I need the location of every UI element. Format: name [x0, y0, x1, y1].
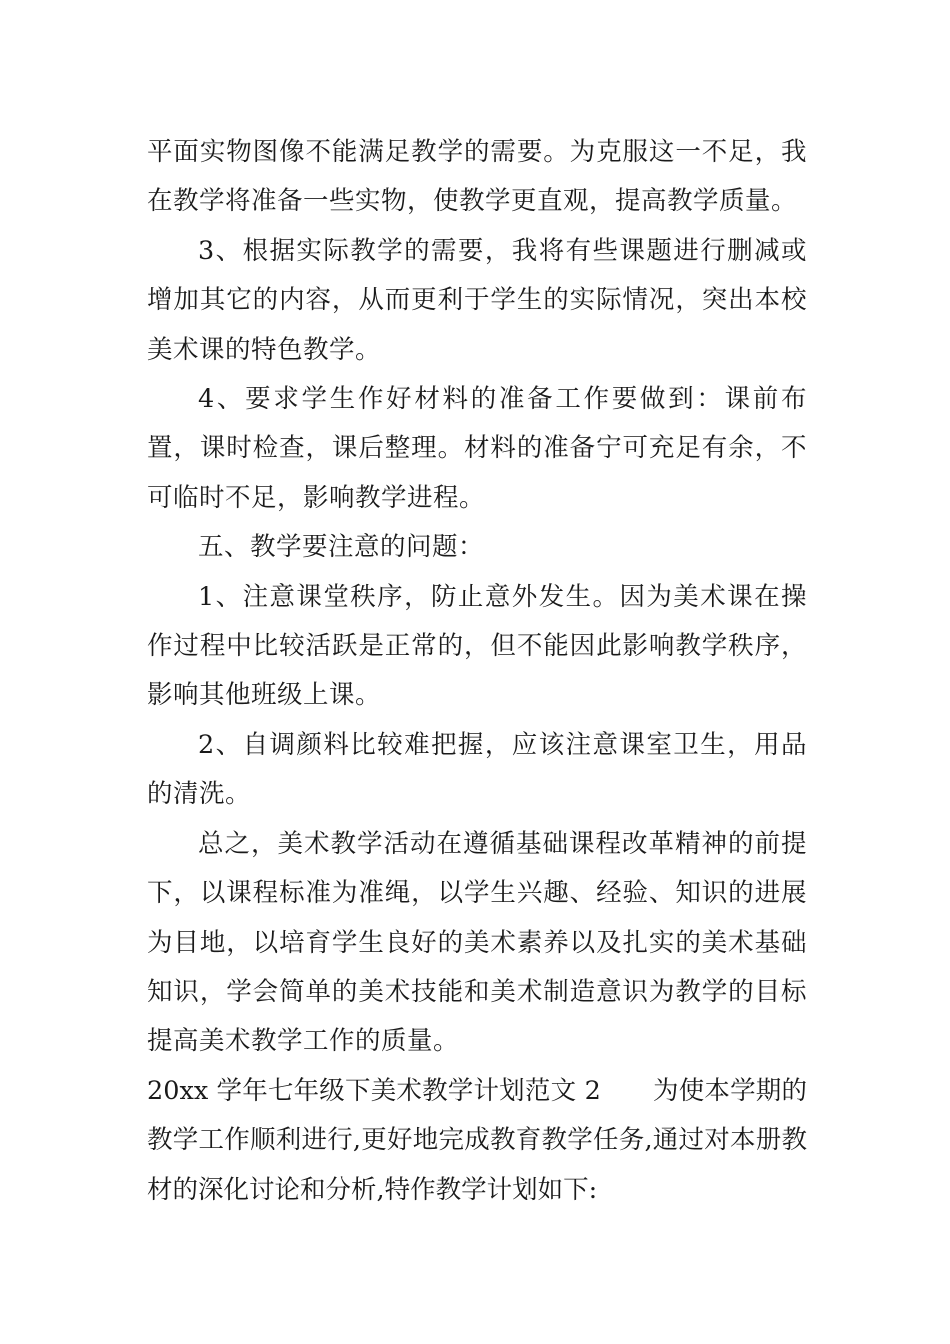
section-heading: 五、教学要注意的问题：	[198, 532, 485, 563]
paragraph: 4、要求学生作好材料的准备工作要做到：课前布置，课时检查，课后整理。材料的准备宁可充足有余，不可临时不足，影响教学进程。	[147, 384, 807, 513]
paragraph: 2、自调颜料比较难把握，应该注意课室卫生，用品的清洗。	[147, 729, 807, 810]
section-body: 为使本学期的教学工作顺利进行,更好地完成教育教学任务,通过对本册教材的深化讨论和分析,特作教学计划如下:	[147, 1075, 807, 1205]
paragraph: 3、根据实际教学的需要，我将有些课题进行删减或增加其它的内容，从而更利于学生的实际情况，突出本校美术课的特色教学。	[147, 235, 807, 365]
section-paragraph	[147, 1067, 807, 1215]
paragraph: 1、注意课堂秩序，防止意外发生。因为美术课在操作过程中比较活跃是正常的，但不能因此影响教学秩序，影响其他班级上课。	[147, 581, 807, 711]
section-title: 20xx 学年七年级下美术教学计划范文 2	[147, 1075, 601, 1106]
paragraph: 总之，美术教学活动在遵循基础课程改革精神的前提下，以课程标准为准绳，以学生兴趣、经验、知识的进展为目地，以培育学生良好的美术素养以及扎实的美术基础知识，学会简单的美术技能和美术制造意识为教学的目标提高美术教学工作的质量。	[147, 828, 807, 1057]
paragraph: 平面实物图像不能满足教学的需要。为克服这一不足，我在教学将准备一些实物，使教学更直观，提高教学质量。	[147, 137, 807, 217]
document-body	[147, 128, 807, 1215]
